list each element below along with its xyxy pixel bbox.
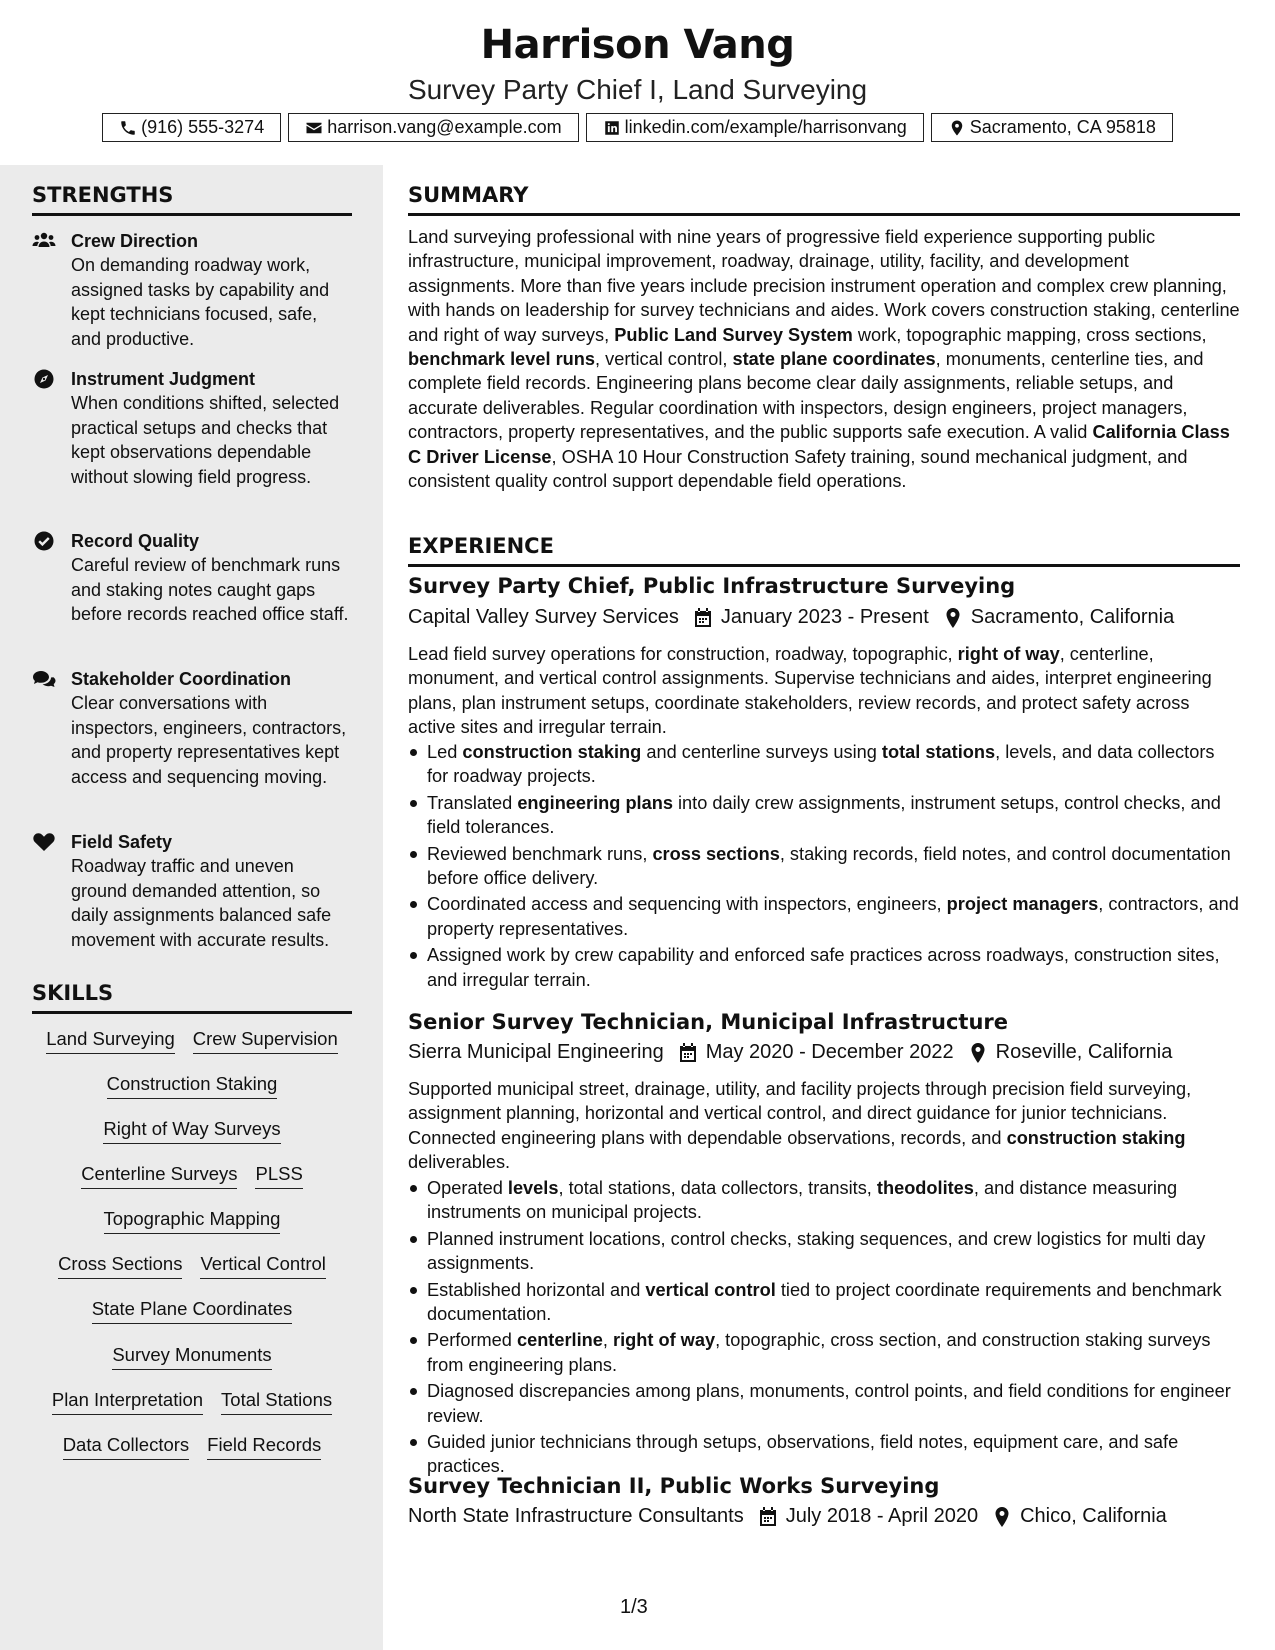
- bullet-part: into daily crew assignments, instrument setups, control checks, and field tolerances.: [427, 792, 1221, 838]
- skill-tag: Crew Supervision: [193, 1028, 338, 1054]
- job-bullets: [408, 1176, 1240, 1481]
- job-dates: January 2023 - Present: [720, 606, 929, 628]
- job-company: Capital Valley Survey Services: [408, 606, 679, 628]
- contact-phone[interactable]: [102, 113, 281, 142]
- bullet-part: tied to project coordinate requirements and benchmark documentation.: [427, 1279, 1222, 1325]
- job-description: [408, 642, 1240, 740]
- summary-part: work, topographic mapping, cross sections,: [852, 324, 1207, 345]
- summary-text: [408, 225, 1240, 493]
- bullet-part: and centerline surveys using: [641, 742, 882, 762]
- contact-email[interactable]: [288, 113, 578, 142]
- bullet-part: , staking records, field notes, and control documentation before office delivery.: [427, 843, 1231, 889]
- bullet-keyword: construction staking: [462, 742, 642, 762]
- skill-tag: Centerline Surveys: [81, 1163, 237, 1189]
- summary-part: , monuments, centerline ties, and complete field records. Engineering plans become clear daily assignments, reliable setups, and accurate deliverables. Regular coordination with inspectors, design engineers, project managers, contractors, property representatives, and the public supports safe execution. A valid: [408, 349, 1204, 443]
- job-title: Survey Technician II, Public Works Surveying: [408, 1474, 940, 1498]
- bullet-part: Diagnosed discrepancies among plans, monuments, control points, and field conditions for engineer review.: [427, 1381, 1231, 1426]
- skill-tag: Vertical Control: [200, 1253, 325, 1279]
- users-icon: [32, 231, 56, 251]
- comments-icon: [32, 669, 56, 689]
- job-dates: May 2020 - December 2022: [705, 1041, 954, 1063]
- strength-title: Stakeholder Coordination: [71, 669, 292, 689]
- bullet-part: , contractors, and property representatives.: [427, 894, 1239, 939]
- check-circle-icon: [32, 531, 56, 551]
- list-item: [408, 1430, 1240, 1479]
- job-title: Senior Survey Technician, Municipal Infrastructure: [408, 1010, 1009, 1034]
- skill-row: [32, 1344, 352, 1370]
- phone-icon: [119, 119, 137, 137]
- contact-phone-text: (916) 555-3274: [141, 117, 265, 137]
- bullet-part: Reviewed benchmark runs,: [427, 843, 653, 864]
- skill-row: [32, 1073, 352, 1099]
- job-bullets: [408, 740, 1240, 994]
- desc-keyword: right of way: [957, 644, 1060, 664]
- bullet-part: Assigned work by crew capability and enforced safe practices across roadways, construction sites, and irregular terrain.: [427, 945, 1220, 990]
- list-item: [408, 1379, 1240, 1428]
- strength-desc: On demanding roadway work, assigned tasks by capability and kept technicians focused, safe, and productive.: [71, 255, 330, 349]
- calendar-icon: [758, 1506, 778, 1528]
- summary-part: Land surveying professional with nine years of progressive field experience supporting public infrastructure, municipal improvement, roadway, drainage, utility, facility, and development assignments. More than five years include precision instrument operation and complex crew planning, with hands on leadership for survey technicians and aides. Work covers construction staking, centerline and right of way surveys,: [408, 227, 1240, 345]
- summary-keyword: Public Land Survey System: [614, 324, 853, 345]
- job-location: Chico, California: [1020, 1505, 1167, 1527]
- strength-item: [32, 367, 352, 489]
- job-title: Survey Party Chief, Public Infrastructure Surveying: [408, 574, 1016, 598]
- strength-title: Crew Direction: [71, 231, 199, 251]
- skills-heading: SKILLS: [32, 981, 352, 1014]
- map-pin-icon: [992, 1506, 1012, 1528]
- linkedin-icon: [603, 119, 621, 137]
- summary-part: , vertical control,: [595, 349, 733, 370]
- bullet-part: Led: [427, 742, 463, 762]
- skill-row: [32, 1298, 352, 1324]
- experience-heading: EXPERIENCE: [408, 534, 1240, 567]
- bullet-part: Guided junior technicians through setups, observations, field notes, equipment care, and safe practices.: [427, 1432, 1179, 1477]
- desc-keyword: construction staking: [1006, 1127, 1186, 1148]
- job-description: [408, 1077, 1240, 1175]
- list-item: [408, 1328, 1240, 1377]
- skill-tag: Field Records: [207, 1434, 321, 1460]
- calendar-icon: [693, 607, 713, 629]
- desc-part: deliverables.: [408, 1152, 511, 1173]
- bullet-keyword: cross sections: [652, 843, 780, 864]
- skill-tag: PLSS: [255, 1163, 302, 1189]
- bullet-part: Coordinated access and sequencing with inspectors, engineers,: [427, 894, 947, 915]
- summary-keyword: benchmark level runs: [408, 349, 596, 370]
- skill-tag: Topographic Mapping: [104, 1208, 281, 1234]
- strength-desc: Careful review of benchmark runs and staking notes caught gaps before records reached office staff.: [71, 555, 349, 624]
- bullet-keyword: vertical control: [645, 1279, 776, 1300]
- calendar-icon: [678, 1042, 698, 1064]
- strength-desc: When conditions shifted, selected practical setups and checks that kept observations dependable without slowing field progress.: [71, 393, 340, 487]
- list-item: [408, 943, 1240, 992]
- list-item: [408, 1227, 1240, 1276]
- job-location: Sacramento, California: [970, 606, 1175, 628]
- list-item: [408, 1278, 1240, 1327]
- bullet-part: , levels, and data collectors for roadway projects.: [427, 742, 1215, 787]
- contact-location: [931, 113, 1173, 142]
- resume-header: [0, 0, 1275, 165]
- map-pin-icon: [943, 607, 963, 629]
- skill-row: [32, 1253, 352, 1279]
- skill-tag: Data Collectors: [63, 1434, 189, 1460]
- strength-title: Record Quality: [71, 531, 200, 551]
- bullet-keyword: total stations: [881, 742, 996, 762]
- envelope-icon: [305, 119, 323, 137]
- contact-location-text: Sacramento, CA 95818: [969, 117, 1156, 137]
- bullet-part: Planned instrument locations, control checks, staking sequences, and crew logistics for multi day assignments.: [427, 1228, 1206, 1274]
- strength-item: [32, 529, 352, 627]
- bullet-keyword: centerline: [516, 1330, 603, 1351]
- bullet-part: Translated: [427, 792, 518, 813]
- skill-row: [32, 1389, 352, 1415]
- skill-tag: Land Surveying: [46, 1028, 175, 1054]
- strength-item: [32, 830, 352, 952]
- skill-tag: State Plane Coordinates: [92, 1298, 293, 1324]
- skill-tag: Cross Sections: [58, 1253, 182, 1279]
- skill-tag: Survey Monuments: [112, 1344, 271, 1370]
- bullet-keyword: theodolites: [876, 1178, 974, 1198]
- strengths-heading: STRENGTHS: [32, 183, 352, 216]
- heart-icon: [32, 832, 56, 852]
- job-meta: [408, 606, 1174, 629]
- skill-tag: Right of Way Surveys: [103, 1118, 280, 1144]
- bullet-part: Performed: [427, 1330, 517, 1351]
- list-item: [408, 740, 1240, 789]
- bullet-part: , topographic, cross section, and construction staking surveys from engineering plans.: [427, 1330, 1211, 1375]
- strength-title: Field Safety: [71, 832, 173, 852]
- candidate-name: Harrison Vang: [480, 22, 795, 68]
- contact-email-text: harrison.vang@example.com: [327, 117, 562, 137]
- desc-part: Supported municipal street, drainage, utility, and facility projects through precision field surveying, assignment planning, horizontal and vertical control, and direct guidance for junior technicians. Connected engineering plans with dependable observations, records, and: [408, 1079, 1192, 1148]
- desc-part: , centerline, monument, and vertical control assignments. Supervise technicians and aides, interpret engineering plans, plan instrument setups, coordinate stakeholders, review records, and protect safety across active sites and irregular terrain.: [408, 644, 1212, 738]
- summary-part: , OSHA 10 Hour Construction Safety training, sound mechanical judgment, and consistent quality control support dependable field operations.: [408, 446, 1188, 492]
- job-company: North State Infrastructure Consultants: [408, 1505, 744, 1527]
- contact-bar: [0, 113, 1275, 142]
- strength-desc: Clear conversations with inspectors, engineers, contractors, and property representatives kept access and sequencing moving.: [71, 693, 347, 787]
- list-item: [408, 892, 1240, 941]
- list-item: [408, 791, 1240, 840]
- map-pin-icon: [948, 119, 966, 137]
- summary-heading: SUMMARY: [408, 183, 1240, 216]
- contact-linkedin-text: linkedin.com/example/harrisonvang: [624, 117, 907, 137]
- skill-row: [32, 1434, 352, 1460]
- candidate-headline: Survey Party Chief I, Land Surveying: [407, 74, 868, 105]
- strength-item: [32, 229, 352, 351]
- strength-desc: Roadway traffic and uneven ground demanded attention, so daily assignments balanced safe movement with accurate results.: [71, 856, 332, 950]
- page-number: 1/3: [620, 1596, 648, 1618]
- skill-tag: Plan Interpretation: [52, 1389, 203, 1415]
- list-item: [408, 842, 1240, 891]
- bullet-keyword: engineering plans: [517, 792, 673, 813]
- skill-row: [32, 1118, 352, 1144]
- skill-row: [32, 1028, 352, 1054]
- skill-tag: Construction Staking: [107, 1073, 278, 1099]
- bullet-part: ,: [602, 1330, 613, 1351]
- job-dates: July 2018 - April 2020: [785, 1505, 979, 1527]
- contact-linkedin[interactable]: [586, 113, 924, 142]
- skill-row: [32, 1208, 352, 1234]
- summary-keyword: state plane coordinates: [732, 349, 936, 370]
- job-location: Roseville, California: [995, 1041, 1173, 1063]
- strength-title: Instrument Judgment: [71, 369, 256, 389]
- map-pin-icon: [968, 1042, 988, 1064]
- bullet-part: Established horizontal and: [427, 1279, 646, 1300]
- skill-row: [32, 1163, 352, 1189]
- summary-keyword: California Class C Driver License: [408, 422, 1230, 467]
- bullet-part: , and distance measuring instruments on municipal projects.: [427, 1178, 1178, 1223]
- compass-icon: [32, 369, 56, 389]
- skill-tag: Total Stations: [221, 1389, 332, 1415]
- bullet-part: , total stations, data collectors, transits,: [558, 1178, 877, 1198]
- bullet-keyword: levels: [507, 1178, 559, 1198]
- job-meta: [408, 1505, 1167, 1528]
- bullet-part: Operated: [427, 1178, 508, 1198]
- job-company: Sierra Municipal Engineering: [408, 1041, 664, 1063]
- desc-part: Lead field survey operations for construction, roadway, topographic,: [408, 644, 958, 664]
- strength-item: [32, 667, 352, 789]
- bullet-keyword: right of way: [613, 1330, 716, 1351]
- bullet-keyword: project managers: [946, 894, 1099, 915]
- job-meta: [408, 1041, 1172, 1064]
- list-item: [408, 1176, 1240, 1225]
